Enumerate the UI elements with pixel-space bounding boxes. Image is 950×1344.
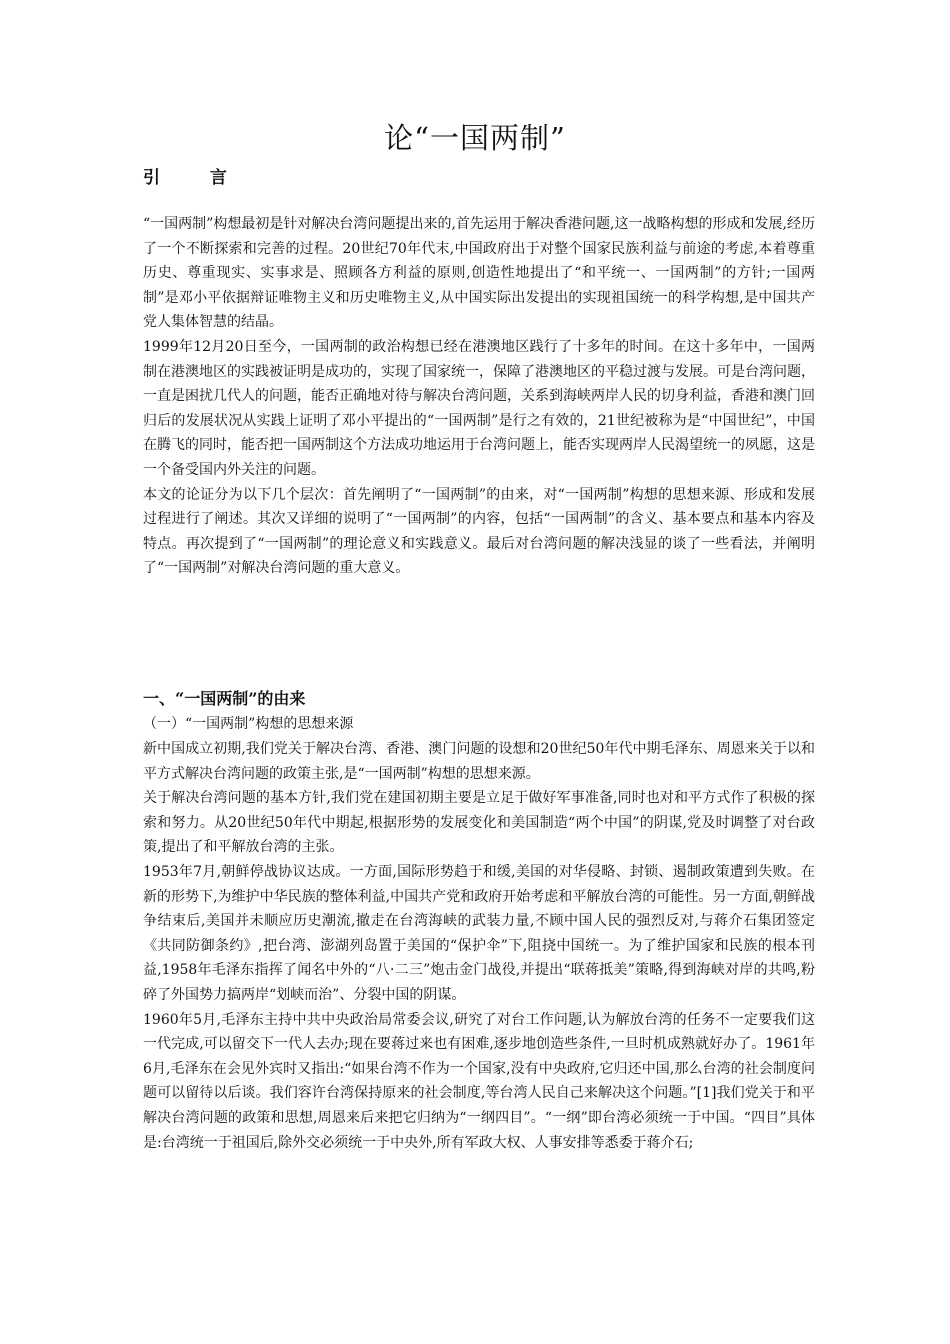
section-paragraph: 关于解决台湾问题的基本方针,我们党在建国初期主要是立足于做好军事准备,同时也对和平方式作了积极的探索和努力。从20世纪50年代中期起,根据形势的发展变化和美国制造“两个中国”的阴谋,党及时调整了对台政策,提出了和平解放台湾的主张。 — [143, 790, 815, 856]
section-paragraph: 新中国成立初期,我们党关于解决台湾、香港、澳门问题的设想和20世纪50年代中期毛泽东、周恩来关于以和平方式解决台湾问题的政策主张,是“一国两制”构想的思想来源。 — [143, 741, 815, 782]
intro-heading: 引 言 — [143, 168, 249, 188]
section-body — [143, 737, 815, 1155]
subsection-heading: （一）“一国两制”构想的思想来源 — [143, 716, 354, 732]
section-paragraph: 1960年5月,毛泽东主持中共中央政治局常委会议,研究了对台工作问题,认为解放台湾的任务不一定要我们这一代完成,可以留交下一代人去办;现在要蒋过来也有困难,逐步地创造些条件,一旦时机成熟就好办了。1961年6月,毛泽东在会见外宾时又指出:“如果台湾不作为一个国家,没有中央政府,它归还中国,那么台湾的社会制度问题可以留待以后谈。我们容许台湾保持原来的社会制度,等台湾人民自己来解决这个问题。”[1]我们党关于和平解决台湾问题的政策和思想,周恩来后来把它归纳为“一纲四目”。“一纲”即台湾必须统一于中国。“四目”具体是:台湾统一于祖国后,除外交必须统一于中央外,所有军政大权、人事安排等悉委于蒋介石; — [143, 1011, 815, 1151]
intro-paragraph: 1999年12月20日至今，一国两制的政治构想已经在港澳地区践行了十多年的时间。在这十多年中，一国两制在港澳地区的实践被证明是成功的，实现了国家统一，保障了港澳地区的平稳过渡与发展。可是台湾问题，一直是困扰几代人的问题，能否正确地对待与解决台湾问题，关系到海峡两岸人民的切身利益，香港和澳门回归后的发展状况从实践上证明了邓小平提出的“一国两制”是行之有效的，21世纪被称为是“中国世纪”，中国在腾飞的同时，能否把一国两制这个方法成功地运用于台湾问题上，能否实现两岸人民渴望统一的夙愿，这是一个备受国内外关注的问题。 — [143, 338, 815, 478]
intro-paragraph: “一国两制”构想最初是针对解决台湾问题提出来的,首先运用于解决香港问题,这一战略构想的形成和发展,经历了一个不断探索和完善的过程。20世纪70年代末,中国政府出于对整个国家民族利益与前途的考虑,本着尊重历史、尊重现实、实事求是、照顾各方利益的原则,创造性地提出了“和平统一、一国两制”的方针;一国两制”是邓小平依据辩证唯物主义和历史唯物主义,从中国实际出发提出的实现祖国统一的科学构想,是中国共产党人集体智慧的结晶。 — [143, 216, 815, 331]
intro-body — [143, 212, 815, 581]
intro-paragraph: 本文的论证分为以下几个层次：首先阐明了“一国两制”的由来，对“一国两制”构想的思想来源、形成和发展过程进行了阐述。其次又详细的说明了“一国两制”的内容，包括“一国两制”的含义、基本要点和基本内容及特点。再次提到了“一国两制”的理论意义和实践意义。最后对台湾问题的解决浅显的谈了一些看法，并阐明了“一国两制”对解决台湾问题的重大意义。 — [143, 486, 815, 577]
section-heading: 一、“一国两制”的由来 — [143, 689, 306, 708]
section-paragraph: 1953年7月,朝鲜停战协议达成。一方面,国际形势趋于和缓,美国的对华侵略、封锁、遏制政策遭到失败。在新的形势下,为维护中华民族的整体利益,中国共产党和政府开始考虑和平解放台湾的可能性。另一方面,朝鲜战争结束后,美国并未顺应历史潮流,撤走在台湾海峡的武装力量,不顾中国人民的强烈反对,与蒋介石集团签定《共同防御条约》,把台湾、澎湖列岛置于美国的“保护伞”下,阻挠中国统一。为了维护国家和民族的根本刊益,1958年毛泽东指挥了闻名中外的“八·二三”炮击金门战役,并提出“联蒋抵美”策略,得到海峡对岸的共鸣,粉碎了外国势力搞两岸“划峡而治”、分裂中国的阴谋。 — [143, 863, 815, 1003]
document-title: 论“一国两制” — [384, 121, 566, 155]
